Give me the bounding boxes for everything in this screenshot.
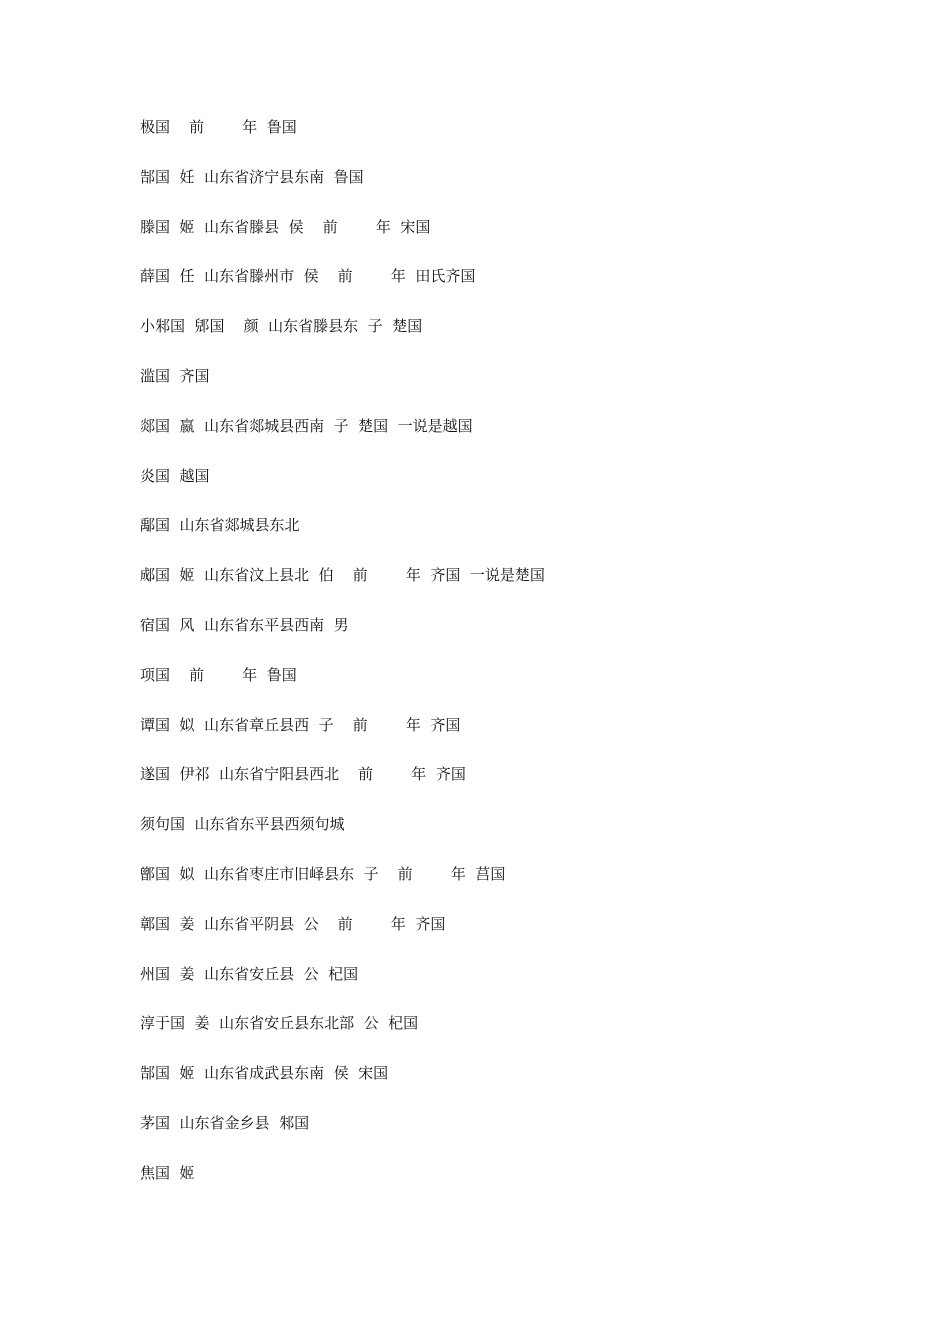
- text-line: 项国 前 年 鲁国: [140, 665, 297, 684]
- text-line: 谭国 姒 山东省章丘县西 子 前 年 齐国: [140, 715, 461, 734]
- text-line: 滕国 姬 山东省滕县 侯 前 年 宋国: [140, 217, 431, 236]
- text-line: 鄅国 山东省郯城县东北: [140, 516, 300, 535]
- text-line: 郯国 嬴 山东省郯城县西南 子 楚国 一说是越国: [140, 416, 473, 435]
- text-line: 郜国 妊 山东省济宁县东南 鲁国: [140, 167, 364, 186]
- text-line: 茅国 山东省金乡县 邾国: [140, 1113, 310, 1132]
- text-line: 州国 姜 山东省安丘县 公 杞国: [140, 964, 359, 983]
- text-line: 焦国 姬: [140, 1163, 195, 1182]
- text-body: [140, 115, 900, 1211]
- text-line: 郕国 姬 山东省汶上县北 伯 前 年 齐国 一说是楚国: [140, 566, 545, 585]
- text-line: 炎国 越国: [140, 466, 210, 485]
- text-line: 淳于国 姜 山东省安丘县东北部 公 杞国: [140, 1014, 419, 1033]
- text-line: 极国 前 年 鲁国: [140, 118, 297, 136]
- text-line: 遂国 伊祁 山东省宁阳县西北 前 年 齐国: [140, 765, 466, 784]
- text-line: 薛国 任 山东省滕州市 侯 前 年 田氏齐国: [140, 267, 476, 286]
- text-line: 须句国 山东省东平县西须句城: [140, 815, 345, 834]
- text-line: 宿国 风 山东省东平县西南 男: [140, 615, 349, 634]
- text-line: 鄫国 姒 山东省枣庄市旧峄县东 子 前 年 莒国: [140, 864, 506, 883]
- text-line: 滥国 齐国: [140, 366, 210, 385]
- text-line: 郜国 姬 山东省成武县东南 侯 宋国: [140, 1064, 389, 1083]
- text-line: 小邾国 郳国 颜 山东省滕县东 子 楚国: [140, 317, 423, 336]
- text-line: 鄣国 姜 山东省平阴县 公 前 年 齐国: [140, 914, 446, 933]
